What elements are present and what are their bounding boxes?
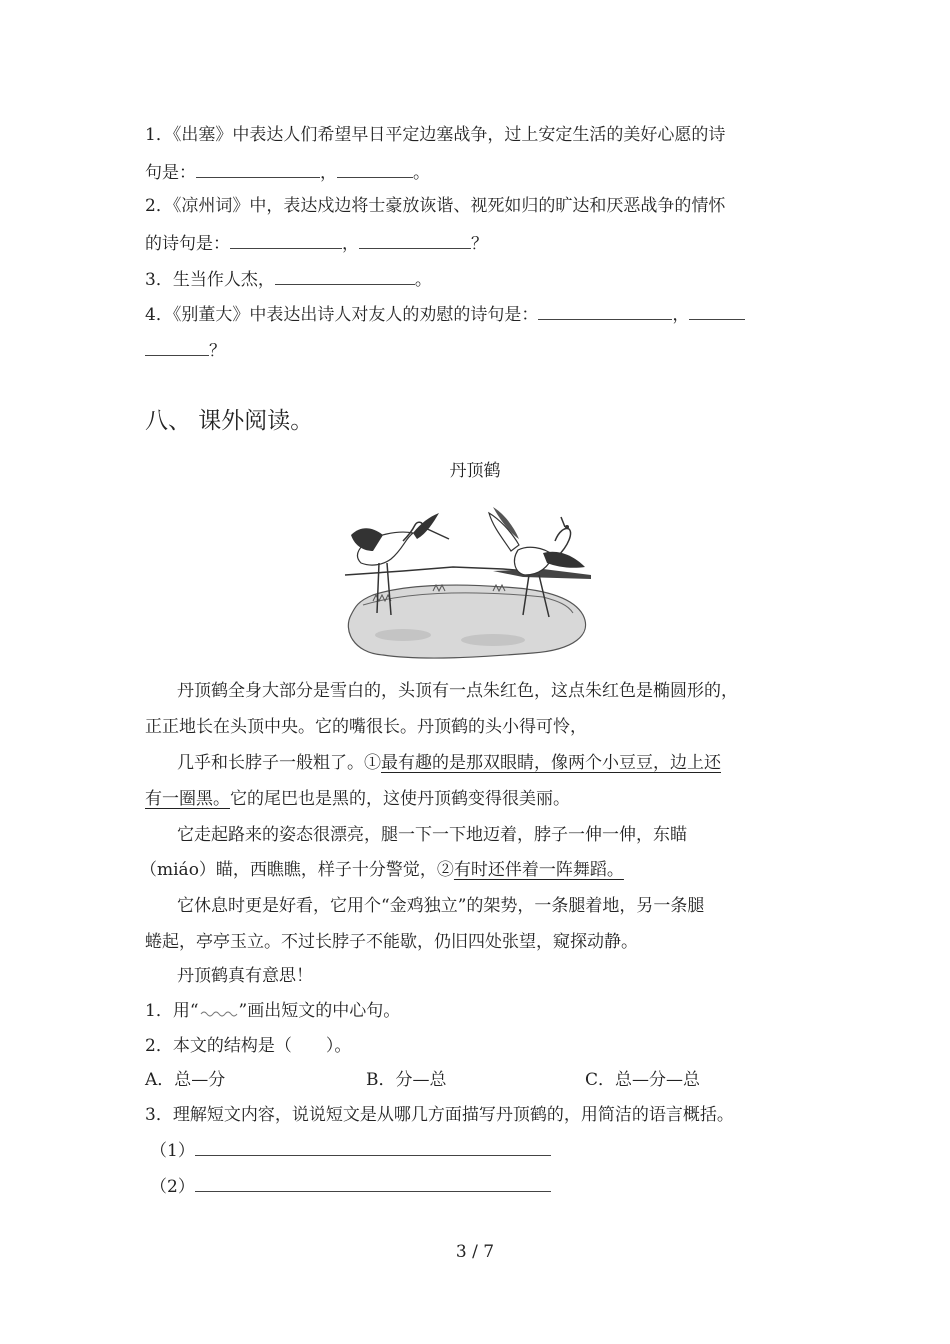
poem-q2-line2: 的诗句是： ， ？ [145, 231, 488, 255]
reading-question-3: 3．理解短文内容，说说短文是从哪几方面描写丹顶鹤的，用简洁的语言概括。 [145, 1105, 734, 1125]
option-b[interactable]: B．分—总 [366, 1070, 447, 1090]
passage-paragraph: 正正地长在头顶中央。它的嘴很长。丹顶鹤的头小得可怜， [145, 717, 587, 737]
answer-blank[interactable] [195, 1174, 551, 1192]
poem-q2-line1: 2．《凉州词》中，表达戍边将士豪放诙谐、视死如归的旷达和厌恶战争的情怀 [145, 196, 726, 216]
poem-q4-line1: 4．《别董大》中表达出诗人对友人的劝慰的诗句是： ， [145, 302, 745, 326]
underlined-sentence: 最有趣的是那双眼睛，像两个小豆豆，边上还 [381, 753, 721, 773]
poem-q4-line2: ？ [145, 338, 226, 362]
passage-paragraph: 丹顶鹤全身大部分是雪白的，头顶有一点朱红色，这点朱红色是椭圆形的， [177, 681, 738, 701]
poem-q1-line2: 句是： ， 。 [145, 160, 430, 184]
answer-blank[interactable] [145, 338, 209, 356]
passage-paragraph: 它走起路来的姿态很漂亮，腿一下一下地迈着，脖子一伸一伸，东瞄 [177, 825, 687, 845]
answer-blank[interactable] [538, 302, 672, 320]
passage-paragraph: （miáo）瞄，西瞧瞧，样子十分警觉，②有时还伴着一阵舞蹈。 [140, 860, 624, 880]
passage-paragraph: 它休息时更是好看，它用个“金鸡独立”的架势，一条腿着地，另一条腿 [177, 896, 705, 916]
answer-line-2: （2） [150, 1174, 551, 1198]
wavy-line-icon [199, 1008, 239, 1018]
passage-title: 丹顶鹤 [449, 461, 501, 481]
answer-blank[interactable] [359, 231, 471, 249]
reading-question-2: 2．本文的结构是（ ）。 [145, 1036, 352, 1056]
section-heading: 八、 课外阅读。 [145, 408, 314, 434]
answer-blank[interactable] [689, 302, 745, 320]
underlined-sentence: 有一圈黑。 [145, 789, 230, 809]
crane-illustration [343, 505, 593, 660]
poem-q3-line: 3．生当作人杰， 。 [145, 267, 432, 291]
option-c[interactable]: C．总—分—总 [585, 1070, 701, 1090]
answer-blank[interactable] [196, 160, 320, 178]
answer-line-1: （1） [150, 1138, 551, 1162]
passage-paragraph: 丹顶鹤真有意思！ [177, 966, 313, 986]
answer-blank[interactable] [275, 267, 415, 285]
answer-blank[interactable] [195, 1138, 551, 1156]
poem-q1-line1: 1．《出塞》中表达人们希望早日平定边塞战争，过上安定生活的美好心愿的诗 [145, 125, 726, 145]
option-a[interactable]: A．总—分 [145, 1070, 226, 1090]
passage-paragraph: 有一圈黑。它的尾巴也是黑的，这使丹顶鹤变得很美丽。 [145, 789, 570, 809]
passage-paragraph: 蜷起，亭亭玉立。不过长脖子不能歇，仍旧四处张望，窥探动静。 [145, 932, 638, 952]
reading-question-1: 1．用“ ”画出短文的中心句。 [145, 1001, 401, 1021]
passage-paragraph: 几乎和长脖子一般粗了。①最有趣的是那双眼睛，像两个小豆豆，边上还 [177, 753, 721, 773]
underlined-sentence: 有时还伴着一阵舞蹈。 [453, 860, 624, 880]
answer-blank[interactable] [337, 160, 413, 178]
answer-blank[interactable] [230, 231, 342, 249]
page-number: 3 / 7 [455, 1242, 495, 1262]
